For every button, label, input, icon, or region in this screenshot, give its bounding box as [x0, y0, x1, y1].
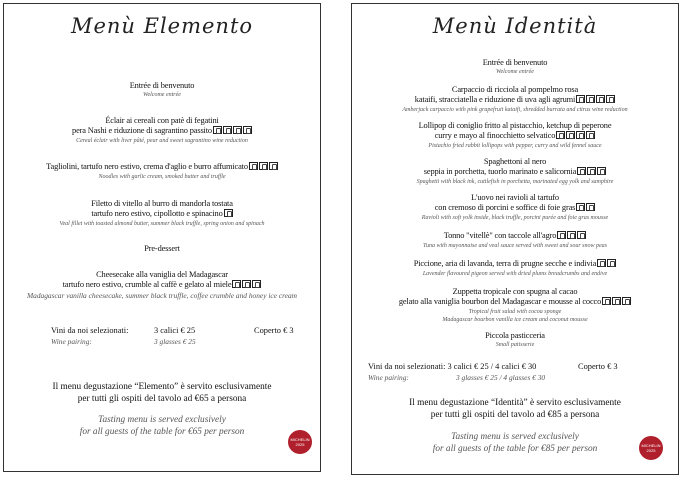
allergen-icon: [242, 280, 251, 288]
course-piccione: [352, 259, 678, 278]
course-spaghettoni: [352, 157, 678, 186]
course-translation: Tropical fruit salad with cocoa sponge: [468, 309, 562, 315]
course-pre-dessert: [4, 244, 320, 254]
allergen-icon: [224, 209, 233, 217]
allergen-icon: [606, 95, 615, 103]
course-name: Pre-dessert: [144, 244, 180, 253]
course-name: Piccione, aria di lavanda, terra di prugne secche e indivia: [352, 259, 678, 270]
course-translation: Noodles with garlic cream, smoked butter and truffle: [98, 174, 226, 180]
michelin-badge: MICHELIN 2025: [639, 436, 663, 460]
course-name-line2: pera Nashi e riduzione di sagrantino passito: [4, 126, 320, 137]
course-name: Carpaccio di ricciola al pompelmo rosa: [451, 85, 579, 94]
course-translation: Lavender flavoured pigeon served with dried plums breadcrumbs and endive: [422, 271, 608, 277]
course-name: Spaghettoni al nero: [483, 157, 547, 166]
course-tagliolini: [4, 162, 320, 181]
course-name-line2: tartufo nero estivo, cipollotto e spinacino: [4, 209, 320, 220]
menu-title: Menù Identità: [432, 14, 598, 38]
allergen-icon: [607, 259, 616, 267]
allergen-icon: [612, 297, 621, 305]
allergen-icon: [232, 280, 241, 288]
allergen-icon: [233, 126, 242, 134]
wine-price: 3 calici € 25: [154, 326, 196, 335]
allergen-icon: [596, 95, 605, 103]
allergen-icons: [556, 231, 586, 242]
allergen-icon: [622, 297, 631, 305]
allergen-icon: [556, 131, 565, 139]
course-translation: Pistachio fried rabbit lollipops with pepper, curry and wild fennel sauce: [428, 143, 602, 149]
allergen-icons: [601, 297, 631, 308]
course-name: Zuppetta tropicale con spugna al cacao: [452, 287, 578, 296]
wine-pairing-label: Wine pairing:: [51, 337, 92, 346]
allergen-icon: [587, 167, 596, 175]
course-name-line2: con cremoso di porcini e soffice di foie gras: [352, 203, 678, 214]
tasting-note-english: Tasting menu is served exclusively for all guests of the table for €85 per person: [432, 432, 598, 454]
allergen-icons: [231, 280, 261, 291]
allergen-icon: [243, 126, 252, 134]
allergen-icons: [596, 259, 616, 270]
allergen-icon: [252, 280, 261, 288]
allergen-icon: [586, 131, 595, 139]
wine-label: Vini da noi selezionati: 3 calici € 25 / 4 calici € 30: [368, 362, 537, 371]
course-name-line2: seppia in porchetta, tuorlo marinato e salicornia: [352, 167, 678, 178]
allergen-icon: [586, 95, 595, 103]
michelin-badge: MICHELIN 2025: [288, 430, 312, 454]
allergen-icon: [576, 95, 585, 103]
course-cheesecake: [4, 270, 320, 300]
allergen-icons: [212, 126, 252, 137]
course-name: Tagliolini, tartufo nero estivo, crema d'aglio e burro affumicato: [4, 162, 320, 173]
course-eclair: [4, 116, 320, 145]
course-lollipop: [352, 121, 678, 150]
course-translation: Small patisserie: [495, 342, 535, 348]
course-name: Filetto di vitello al burro di mandorla tostata: [91, 199, 233, 208]
tasting-note-italian: Il menu degustazione “Identità” è servito esclusivamente per tutti gli ospiti del tavolo ad €85 a persona: [409, 398, 621, 420]
course-name: L'uovo nei ravioli al tartufo: [471, 193, 559, 202]
course-translation: Cereal éclair with liver pâté, pear and sweet sagrantino wine reduction: [76, 138, 248, 144]
course-translation: Welcome entrée: [143, 92, 181, 98]
allergen-icons: [223, 209, 233, 220]
menu-page-elemento: [3, 3, 321, 472]
allergen-icon: [602, 297, 611, 305]
course-carpaccio: [352, 85, 678, 114]
course-name: Éclair ai cereali con patè di fegatini: [105, 116, 219, 125]
course-name-line2: gelato alla vaniglia bourbon del Madagascar e mousse al cocco: [352, 297, 678, 308]
menu-page-identita: [351, 3, 679, 475]
allergen-icon: [597, 259, 606, 267]
allergen-icon: [249, 162, 258, 170]
allergen-icon: [557, 231, 566, 239]
course-zuppetta: [352, 287, 678, 324]
course-uovo: [352, 193, 678, 222]
course-translation: Veal fillet with toasted almond butter, summer black truffle, spring onion and spinach: [59, 221, 265, 227]
allergen-icon: [586, 203, 595, 211]
course-translation: Madagascar vanilla cheesecake, summer black truffle, coffee crumble and honey ice cream: [26, 291, 297, 300]
course-name: Lollipop di coniglio fritto al pistacchio, ketchup di peperone: [418, 121, 612, 130]
course-translation: Welcome entrée: [496, 69, 534, 75]
allergen-icon: [576, 131, 585, 139]
allergen-icon: [269, 162, 278, 170]
allergen-icon: [566, 131, 575, 139]
allergen-icons: [555, 131, 595, 142]
course-entree: [352, 58, 678, 76]
allergen-icon: [223, 126, 232, 134]
allergen-icon: [259, 162, 268, 170]
course-filetto: [4, 199, 320, 228]
allergen-icons: [248, 162, 278, 173]
allergen-icon: [597, 167, 606, 175]
allergen-icons: [576, 167, 606, 178]
cover-charge: Coperto € 3: [254, 326, 294, 335]
course-name: Tonno "vitellè" con taccole all'agro: [352, 231, 678, 242]
allergen-icon: [567, 231, 576, 239]
allergen-icon: [213, 126, 222, 134]
allergen-icons: [575, 203, 595, 214]
course-name: Entrée di benvenuto: [482, 58, 548, 67]
wine-label: Vini da noi selezionati:: [51, 326, 129, 335]
allergen-icon: [577, 167, 586, 175]
tasting-note-english: Tasting menu is served exclusively for all guests of the table for €65 per person: [79, 415, 245, 437]
course-pasticceria: [352, 331, 678, 349]
menu-title: Menù Elemento: [70, 14, 254, 38]
course-translation-line2: Madagascar bourbon vanilla ice cream and coconut mousse: [442, 317, 588, 323]
wine-pairing-price: 3 glasses € 25: [154, 337, 196, 346]
allergen-icons: [575, 95, 615, 106]
allergen-icon: [576, 203, 585, 211]
course-name-line2: kataifi, stracciatella e riduzione di uva agli agrumi: [352, 95, 678, 106]
course-translation: Ravioli with soft yolk inside, black truffle, porcini purée and foie gras mousse: [421, 215, 609, 221]
tasting-note-italian: Il menu degustazione “Elemento” è servito esclusivamente per tutti gli ospiti del tavolo ad €65 a persona: [52, 382, 272, 404]
course-name: Cheesecake alla vaniglia del Madagascar: [96, 270, 228, 279]
course-translation: Tuna with mayonnaise and veal sauce served with sweet and sour snow peas: [423, 243, 607, 249]
course-tonno: [352, 231, 678, 250]
course-name-line2: curry e mayo al finocchietto selvatico: [352, 131, 678, 142]
course-entree: [4, 81, 320, 99]
course-name: Entrée di benvenuto: [129, 81, 195, 90]
course-translation: Spaghetti with black ink, cuttlefish in porchetta, marinated egg yolk and samphire: [416, 179, 614, 185]
allergen-icon: [577, 231, 586, 239]
wine-pairing-price: 3 glasses € 25 / 4 glasses € 30: [456, 373, 546, 382]
course-translation: Amberjack carpaccio with pink grapefruit kataifi, shredded burrata and citrus wine reduction: [402, 107, 628, 113]
course-name-line2: tartufo nero estivo, crumble al caffè e gelato al miele: [4, 280, 320, 291]
wine-pairing-label: Wine pairing:: [368, 373, 409, 382]
course-name: Piccola pasticceria: [485, 331, 545, 340]
cover-charge: Coperto € 3: [578, 362, 618, 371]
